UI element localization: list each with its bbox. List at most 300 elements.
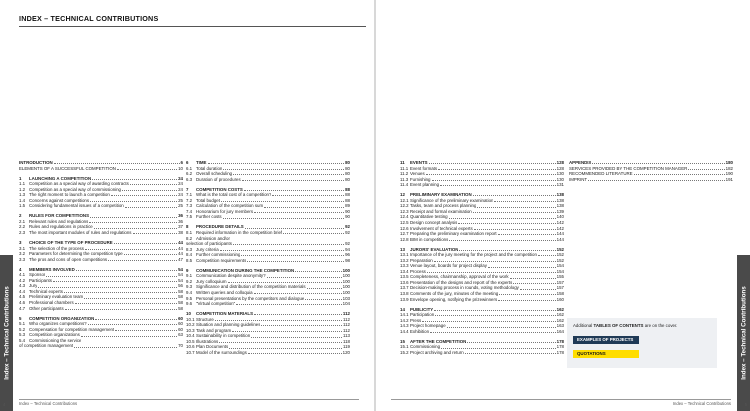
toc-leader-dots bbox=[438, 169, 556, 170]
toc-entry-number: 1.4 bbox=[19, 197, 26, 203]
toc-entry-page: 157 bbox=[556, 285, 564, 291]
toc-entry-title: AFTER THE COMPETITION bbox=[410, 338, 467, 344]
toc-leader-dots bbox=[520, 289, 556, 290]
toc-entry-number: 11.3 bbox=[400, 176, 409, 182]
toc-leader-dots bbox=[434, 261, 556, 262]
toc-entry-number: 8.2 bbox=[186, 235, 193, 241]
toc-entry-title: Overall scheduling bbox=[196, 171, 233, 177]
toc-entry-title: The most important modules of rules and regulations bbox=[29, 230, 132, 236]
toc-entry-number: 6 bbox=[186, 160, 189, 165]
toc-entry-title: The right moment to launch a competition bbox=[29, 192, 110, 198]
toc-entry-page: 92 bbox=[345, 224, 350, 230]
right-page bbox=[376, 0, 750, 411]
toc-entry-title: Tasks, team and process planning bbox=[410, 203, 477, 209]
sidebar-label: Index – Technical Contributions bbox=[740, 286, 747, 380]
toc-entry-title: Required information in the competition brief bbox=[196, 230, 283, 236]
toc-entry-page: 142 bbox=[556, 225, 564, 231]
toc-entry-title: Jury bbox=[29, 283, 38, 289]
toc-entry-page: 25 bbox=[178, 197, 183, 203]
toc-entry-title: COMPETITION ORGANIZATION bbox=[29, 315, 95, 321]
toc-entry-number: 4.3 bbox=[19, 283, 26, 289]
toc-entry-number: 12 bbox=[400, 192, 405, 198]
toc-entry-page: 94 bbox=[345, 246, 350, 252]
toc-entry-page: 154 bbox=[556, 263, 564, 269]
toc-entry-number: 4.1 bbox=[19, 272, 26, 278]
toc-entry-title: The pros and cons of open competitions bbox=[29, 256, 108, 262]
toc-column-1 bbox=[19, 160, 183, 349]
toc-entry-page: 104 bbox=[342, 301, 350, 307]
toc-entry-page: 54 bbox=[178, 277, 183, 283]
toc-entry-title: Further costs bbox=[196, 214, 222, 220]
toc-entry-title: Further commissioning bbox=[196, 252, 241, 258]
toc-entry-number: 12.5 bbox=[400, 219, 409, 225]
toc-leader-dots bbox=[233, 174, 344, 175]
toc-entry bbox=[19, 203, 183, 209]
toc-leader-dots bbox=[254, 212, 344, 213]
toc-entry-number: 13 bbox=[400, 246, 405, 252]
toc-leader-dots bbox=[223, 169, 344, 170]
toc-entry-page: 140 bbox=[556, 214, 564, 220]
toc-entry-number: 7.4 bbox=[186, 208, 193, 214]
toc-entry-number: 9 bbox=[186, 267, 189, 273]
toc-entry-title: RULES FOR COMPETITIONS bbox=[29, 213, 90, 219]
sidebar-tab-right bbox=[737, 255, 750, 411]
toc-entry-title: Concerns against competitions bbox=[29, 197, 90, 203]
toc-leader-dots bbox=[223, 218, 344, 219]
toc-leader-dots bbox=[592, 163, 724, 164]
toc-entry-number: 10.5 bbox=[186, 338, 195, 344]
toc-leader-dots bbox=[447, 327, 556, 328]
toc-entry-number: 11.4 bbox=[400, 182, 409, 188]
toc-leader-dots bbox=[427, 272, 556, 273]
toc-entry-page: 60 bbox=[178, 315, 183, 321]
toc-leader-dots bbox=[114, 243, 177, 244]
toc-leader-dots bbox=[54, 163, 180, 164]
toc-entry-title: BIM in competitions bbox=[410, 236, 449, 242]
toc-entry-page: 24 bbox=[178, 175, 183, 181]
toc-entry-page: 56 bbox=[178, 283, 183, 289]
toc-entry-page: 119 bbox=[343, 344, 350, 350]
toc-leader-dots bbox=[92, 179, 177, 180]
toc-leader-dots bbox=[242, 180, 344, 181]
toc-entry-title: Preparation bbox=[410, 257, 433, 263]
toc-leader-dots bbox=[435, 315, 556, 316]
toc-entry bbox=[186, 301, 350, 307]
toc-entry-page: 128 bbox=[556, 160, 564, 165]
toc-leader-dots bbox=[108, 260, 177, 261]
toc-entry-page: 152 bbox=[556, 252, 564, 258]
toc-entry-page: 60 bbox=[178, 326, 183, 332]
toc-leader-dots bbox=[124, 254, 177, 255]
toc-entry-page: 60 bbox=[178, 321, 183, 327]
toc-entry-page: 162 bbox=[556, 317, 564, 323]
toc-entry-page: 44 bbox=[178, 251, 183, 257]
toc-entry-page: 92 bbox=[345, 230, 350, 236]
toc-entry-number: 9.3 bbox=[186, 284, 193, 290]
toc-entry-title: Comments of the jury, minutes of the meeting bbox=[410, 291, 499, 297]
toc-entry-page: 47 bbox=[178, 256, 183, 262]
toc-entry-page: 80 bbox=[345, 171, 350, 177]
toc-entry-title: TIME bbox=[196, 160, 207, 165]
toc-entry-title: IMPRINT bbox=[569, 176, 588, 182]
toc-entry-title: Commissioning the service bbox=[29, 337, 82, 343]
toc-entry-page: 44 bbox=[178, 240, 183, 246]
toc-entry bbox=[186, 350, 350, 356]
toc-entry-page: 25 bbox=[178, 203, 183, 209]
toc-leader-dots bbox=[510, 278, 556, 279]
toc-entry-number: 8 bbox=[186, 224, 189, 230]
toc-entry-page: 63 bbox=[178, 332, 183, 338]
toc-entry-page: 157 bbox=[556, 279, 564, 285]
toc-entry-number: 12.8 bbox=[400, 236, 409, 242]
toc-entry bbox=[400, 329, 564, 335]
toc-entry-title: What is the total cost of a competition? bbox=[196, 192, 272, 198]
toc-column-3 bbox=[400, 160, 564, 356]
toc-leader-dots bbox=[264, 207, 344, 208]
toc-entry-title: Technical experts bbox=[29, 288, 63, 294]
toc-entry-number: 8.3 bbox=[186, 246, 193, 252]
toc-entry-page: 158 bbox=[556, 291, 564, 297]
toc-entry-number: 10.6 bbox=[186, 344, 195, 350]
toc-entry-number: 13.4 bbox=[400, 268, 409, 274]
toc-entry-title: Illustrations bbox=[196, 338, 219, 344]
toc-entry-page: 131 bbox=[556, 182, 564, 188]
toc-entry-number: 3 bbox=[19, 240, 22, 246]
toc-entry-title: Participation bbox=[410, 312, 435, 318]
toc-entry-title: Competition organizations bbox=[29, 332, 80, 338]
toc-column-2 bbox=[186, 160, 350, 356]
toc-entry-title: INTRODUCTION bbox=[19, 160, 53, 165]
toc-leader-dots bbox=[95, 319, 177, 320]
toc-entry-title: Structure bbox=[196, 316, 214, 322]
footer-rule bbox=[391, 399, 731, 400]
toc-entry bbox=[400, 182, 564, 188]
toc-entry-title: Envelope opening, notifying the prizewinners bbox=[410, 296, 498, 302]
toc-entry bbox=[186, 177, 350, 183]
toc-entry-page: 98 bbox=[345, 257, 350, 263]
toc-entry-number: 9.2 bbox=[186, 278, 193, 284]
toc-leader-dots bbox=[81, 336, 177, 337]
toc-leader-dots bbox=[267, 277, 342, 278]
toc-leader-dots bbox=[46, 276, 177, 277]
toc-entry-title: Preparing the preliminary examination report bbox=[410, 231, 497, 237]
toc-entry-title: Written queries and colloquia bbox=[196, 289, 253, 295]
toc-entry bbox=[186, 258, 350, 264]
toc-entry-title: LAUNCHING A COMPETITION bbox=[29, 175, 92, 181]
toc-entry-page: 138 bbox=[556, 192, 564, 198]
toc-entry bbox=[19, 230, 183, 236]
toc-leader-dots bbox=[65, 309, 177, 310]
toc-leader-dots bbox=[305, 299, 341, 300]
toc-entry-number: 6.1 bbox=[186, 165, 193, 171]
toc-entry-title: APPENDIX bbox=[569, 160, 592, 165]
toc-entry-title: Situation and planning guidelines bbox=[196, 322, 261, 328]
toc-entry-page: 178 bbox=[556, 344, 564, 350]
toc-entry-title: Event formats bbox=[410, 165, 438, 171]
toc-entry-number: 14 bbox=[400, 306, 405, 312]
toc-entry-title: Jury criteria bbox=[196, 246, 219, 252]
toc-leader-dots bbox=[247, 261, 344, 262]
toc-entry-title: RECOMMENDED LITERATURE bbox=[569, 171, 633, 177]
toc-leader-dots bbox=[283, 233, 344, 234]
toc-entry-number: 12.7 bbox=[400, 231, 409, 237]
toc-entry-title: Exhibition bbox=[410, 328, 430, 334]
toc-entry-number: 5.1 bbox=[19, 321, 26, 327]
toc-leader-dots bbox=[88, 324, 178, 325]
toc-entry-page: 128 bbox=[556, 165, 564, 171]
toc-entry-title: Presentation of the designs and report of the experts bbox=[410, 279, 513, 285]
toc-leader-dots bbox=[494, 201, 555, 202]
toc-entry-number: 15.2 bbox=[400, 349, 409, 355]
page-title: INDEX – TECHNICAL CONTRIBUTIONS bbox=[19, 14, 159, 23]
toc-entry-number: 12.2 bbox=[400, 203, 409, 209]
toc-leader-dots bbox=[473, 212, 556, 213]
toc-entry-number: 13.3 bbox=[400, 263, 409, 269]
toc-entry-title: Receipt and formal examination bbox=[410, 208, 472, 214]
toc-leader-dots bbox=[208, 163, 345, 164]
toc-entry-page: 70 bbox=[178, 343, 183, 349]
toc-leader-dots bbox=[432, 180, 556, 181]
toc-entry-number: 6.2 bbox=[186, 171, 193, 177]
toc-leader-dots bbox=[115, 330, 177, 331]
toc-entry-page: 120 bbox=[342, 349, 350, 355]
toc-entry-number: 2 bbox=[19, 213, 22, 219]
toc-leader-dots bbox=[94, 228, 177, 229]
toc-leader-dots bbox=[513, 283, 555, 284]
toc-entry-number: 4.4 bbox=[19, 288, 26, 294]
toc-entry-title: Quantitative testing bbox=[410, 214, 448, 220]
toc-leader-dots bbox=[89, 222, 177, 223]
toc-entry-title: Professional chambers bbox=[29, 300, 74, 306]
toc-entry-number: 14.1 bbox=[400, 312, 409, 318]
toc-entry-page: 154 bbox=[556, 268, 564, 274]
toc-entry-number: 12.3 bbox=[400, 208, 409, 214]
toc-entry-title: Decision-making process in rounds, voting methodology bbox=[410, 285, 519, 291]
toc-entry-number: 1.1 bbox=[19, 181, 26, 187]
toc-entry-number: 13.9 bbox=[400, 296, 409, 302]
toc-leader-dots bbox=[422, 321, 555, 322]
toc-leader-dots bbox=[272, 195, 344, 196]
toc-entry-title: Project archiving and return bbox=[410, 349, 464, 355]
toc-entry-page: 38 bbox=[178, 230, 183, 236]
toc-leader-dots bbox=[588, 180, 725, 181]
toc-leader-dots bbox=[64, 292, 177, 293]
toc-entry-page: 58 bbox=[178, 294, 183, 300]
toc-leader-dots bbox=[473, 195, 556, 196]
toc-entry-number: 14.3 bbox=[400, 323, 409, 329]
toc-entry bbox=[19, 166, 183, 172]
toc-entry-page: 80 bbox=[345, 160, 350, 165]
toc-entry-title: Personal presentations by the competitors and dialogue bbox=[196, 295, 305, 301]
toc-entry-title: Venues bbox=[410, 171, 425, 177]
toc-entry-number: 11.1 bbox=[400, 165, 409, 171]
toc-leader-dots bbox=[38, 287, 177, 288]
page-number: 5 bbox=[744, 402, 747, 407]
toc-entry-number: 4.6 bbox=[19, 300, 26, 306]
toc-entry-page: 130 bbox=[556, 171, 564, 177]
toc-leader-dots bbox=[458, 223, 555, 224]
toc-entry-number: 9.6 bbox=[186, 301, 193, 307]
toc-leader-dots bbox=[233, 244, 344, 245]
toc-entry-page: 54 bbox=[178, 266, 183, 272]
toc-entry-title: Importance of the jury meeting for the project and the competition bbox=[410, 252, 537, 258]
toc-leader-dots bbox=[688, 169, 724, 170]
toc-entry-number: 10.7 bbox=[186, 349, 195, 355]
toc-entry-title: EVENTS bbox=[410, 160, 428, 165]
toc-entry-title: Furnishing bbox=[410, 176, 431, 182]
page-number: 4 bbox=[3, 402, 6, 407]
toc-leader-dots bbox=[538, 255, 556, 256]
toc-entry-title: Commissioning bbox=[410, 344, 441, 350]
toc-entry-page: 164 bbox=[556, 328, 564, 334]
toc-entry-page: 182 bbox=[725, 165, 733, 171]
toc-entry-number: 14.2 bbox=[400, 317, 409, 323]
toc-entry-number: 13.2 bbox=[400, 257, 409, 263]
toc-entry-page: 24 bbox=[178, 186, 183, 192]
toc-entry-page: 44 bbox=[178, 245, 183, 251]
quotations-tag: QUOTATIONS bbox=[573, 350, 639, 358]
toc-entry-title: COMMUNICATION DURING THE COMPETITION bbox=[196, 267, 295, 273]
toc-entry-number: 1.5 bbox=[19, 203, 26, 209]
toc-entry-page: 24 bbox=[178, 181, 183, 187]
cover-note-box bbox=[567, 318, 717, 368]
toc-leader-dots bbox=[261, 325, 342, 326]
sidebar-label: Index – Technical Contributions bbox=[3, 286, 10, 380]
toc-entry-number: 10.2 bbox=[186, 322, 195, 328]
toc-entry-page: 37 bbox=[178, 224, 183, 230]
toc-entry-number: 9.1 bbox=[186, 273, 193, 279]
toc-leader-dots bbox=[241, 255, 344, 256]
toc-leader-dots bbox=[220, 250, 344, 251]
toc-entry-number: 7.5 bbox=[186, 214, 193, 220]
toc-entry-title: Design concept analysis bbox=[410, 219, 458, 225]
toc-entry-number: 4 bbox=[19, 266, 22, 272]
toc-entry-number: 4.7 bbox=[19, 305, 26, 311]
toc-leader-dots bbox=[84, 298, 177, 299]
toc-entry-title: Competition as a special way of commissioning bbox=[29, 186, 121, 192]
toc-entry bbox=[19, 343, 183, 349]
toc-entry-title: PRELIMINARY EXAMINATION bbox=[410, 192, 472, 198]
toc-leader-dots bbox=[221, 201, 344, 202]
toc-entry-page: 130 bbox=[556, 176, 564, 182]
toc-entry-title: Calculation of the competition sum bbox=[196, 203, 264, 209]
toc-entry-number: 10.3 bbox=[186, 327, 195, 333]
toc-entry-title: Participants bbox=[29, 277, 52, 283]
footer-label: Index – Technical Contributions bbox=[672, 401, 731, 406]
toc-entry-title: Involvement of technical experts bbox=[410, 225, 473, 231]
toc-entry-page: 144 bbox=[556, 231, 564, 237]
toc-leader-dots bbox=[236, 304, 342, 305]
toc-leader-dots bbox=[248, 353, 342, 354]
toc-entry-title: Rules and regulations in practice bbox=[29, 224, 93, 230]
toc-entry-number: 13.7 bbox=[400, 285, 409, 291]
toc-entry-number: 10.1 bbox=[186, 316, 195, 322]
toc-entry-title: Significance of the preliminary examination bbox=[410, 197, 494, 203]
toc-leader-dots bbox=[499, 294, 555, 295]
toc-entry-page: 88 bbox=[345, 186, 350, 192]
toc-entry-title: Task and program bbox=[196, 327, 232, 333]
toc-entry-page: 100 bbox=[342, 273, 350, 279]
toc-entry-title: Who organizes competitions? bbox=[29, 321, 87, 327]
toc-entry-number: 3.1 bbox=[19, 245, 26, 251]
toc-leader-dots bbox=[295, 271, 341, 272]
toc-leader-dots bbox=[429, 163, 556, 164]
footer-rule bbox=[19, 399, 359, 400]
toc-entry-title: ELEMENTS OF A SUCCESSFUL COMPETITION bbox=[19, 165, 116, 171]
toc-entry-page: 90 bbox=[345, 208, 350, 214]
toc-leader-dots bbox=[232, 331, 342, 332]
toc-leader-dots bbox=[254, 314, 342, 315]
toc-entry-page: 58 bbox=[178, 300, 183, 306]
toc-entry-number: 12.6 bbox=[400, 225, 409, 231]
left-page bbox=[0, 0, 374, 411]
toc-leader-dots bbox=[426, 174, 556, 175]
toc-entry-title: Venue layout, boards for project display bbox=[410, 263, 487, 269]
toc-entry-page: 36 bbox=[178, 218, 183, 224]
toc-entry-title: of competition management bbox=[19, 343, 74, 349]
toc-leader-dots bbox=[244, 190, 344, 191]
toc-entry-number: 1.2 bbox=[19, 186, 26, 192]
toc-entry-number: 7 bbox=[186, 186, 189, 192]
toc-entry-page: 100 bbox=[342, 284, 350, 290]
toc-entry-number: 4.5 bbox=[19, 294, 26, 300]
toc-entry bbox=[400, 350, 564, 356]
examples-of-projects-tag: EXAMPLES OF PROJECTS bbox=[573, 336, 639, 344]
toc-entry bbox=[400, 297, 564, 303]
toc-entry-page: 152 bbox=[556, 246, 564, 252]
toc-entry-page: 155 bbox=[556, 274, 564, 280]
toc-entry-page: 190 bbox=[725, 171, 733, 177]
toc-entry-page: 112 bbox=[343, 327, 350, 333]
toc-entry-number: 6.3 bbox=[186, 176, 193, 182]
toc-entry-title: Compensation for competition management bbox=[29, 326, 115, 332]
toc-leader-dots bbox=[125, 207, 177, 208]
toc-leader-dots bbox=[477, 207, 555, 208]
toc-entry-page: 6 bbox=[180, 160, 183, 165]
sidebar-tab-left bbox=[0, 255, 13, 411]
toc-entry-page: 24 bbox=[178, 192, 183, 198]
toc-entry-number: 13.1 bbox=[400, 252, 409, 258]
toc-entry-title: Considering fundamental issues of a competition bbox=[29, 203, 124, 209]
toc-entry-page: 100 bbox=[342, 278, 350, 284]
toc-entry-page: 160 bbox=[556, 296, 564, 302]
toc-entry-page: 96 bbox=[345, 252, 350, 258]
toc-leader-dots bbox=[117, 169, 177, 170]
toc-leader-dots bbox=[215, 320, 342, 321]
toc-entry-title: The selection of the process bbox=[29, 245, 84, 251]
toc-entry bbox=[186, 214, 350, 220]
toc-entry-page: 163 bbox=[556, 323, 564, 329]
toc-leader-dots bbox=[634, 174, 725, 175]
toc-entry-title: Sustainability in competition bbox=[196, 333, 251, 339]
toc-entry bbox=[19, 306, 183, 312]
toc-entry-title: Other participants bbox=[29, 305, 64, 311]
toc-leader-dots bbox=[459, 250, 555, 251]
toc-entry-number: 5.3 bbox=[19, 332, 26, 338]
toc-entry-title: Communication despite anonymity? bbox=[196, 273, 266, 279]
toc-entry-number: 4.2 bbox=[19, 277, 26, 283]
toc-entry-title: COMPETITION COSTS bbox=[196, 186, 243, 192]
toc-leader-dots bbox=[53, 281, 177, 282]
toc-leader-dots bbox=[449, 218, 556, 219]
toc-leader-dots bbox=[133, 233, 178, 234]
toc-leader-dots bbox=[74, 347, 177, 348]
toc-entry-title: CHOICE OF THE TYPE OF PROCEDURE bbox=[29, 240, 113, 246]
toc-entry-page: 162 bbox=[556, 312, 564, 318]
toc-entry-number: 8.1 bbox=[186, 230, 193, 236]
toc-entry-number: 7.1 bbox=[186, 192, 193, 198]
toc-leader-dots bbox=[251, 337, 342, 338]
